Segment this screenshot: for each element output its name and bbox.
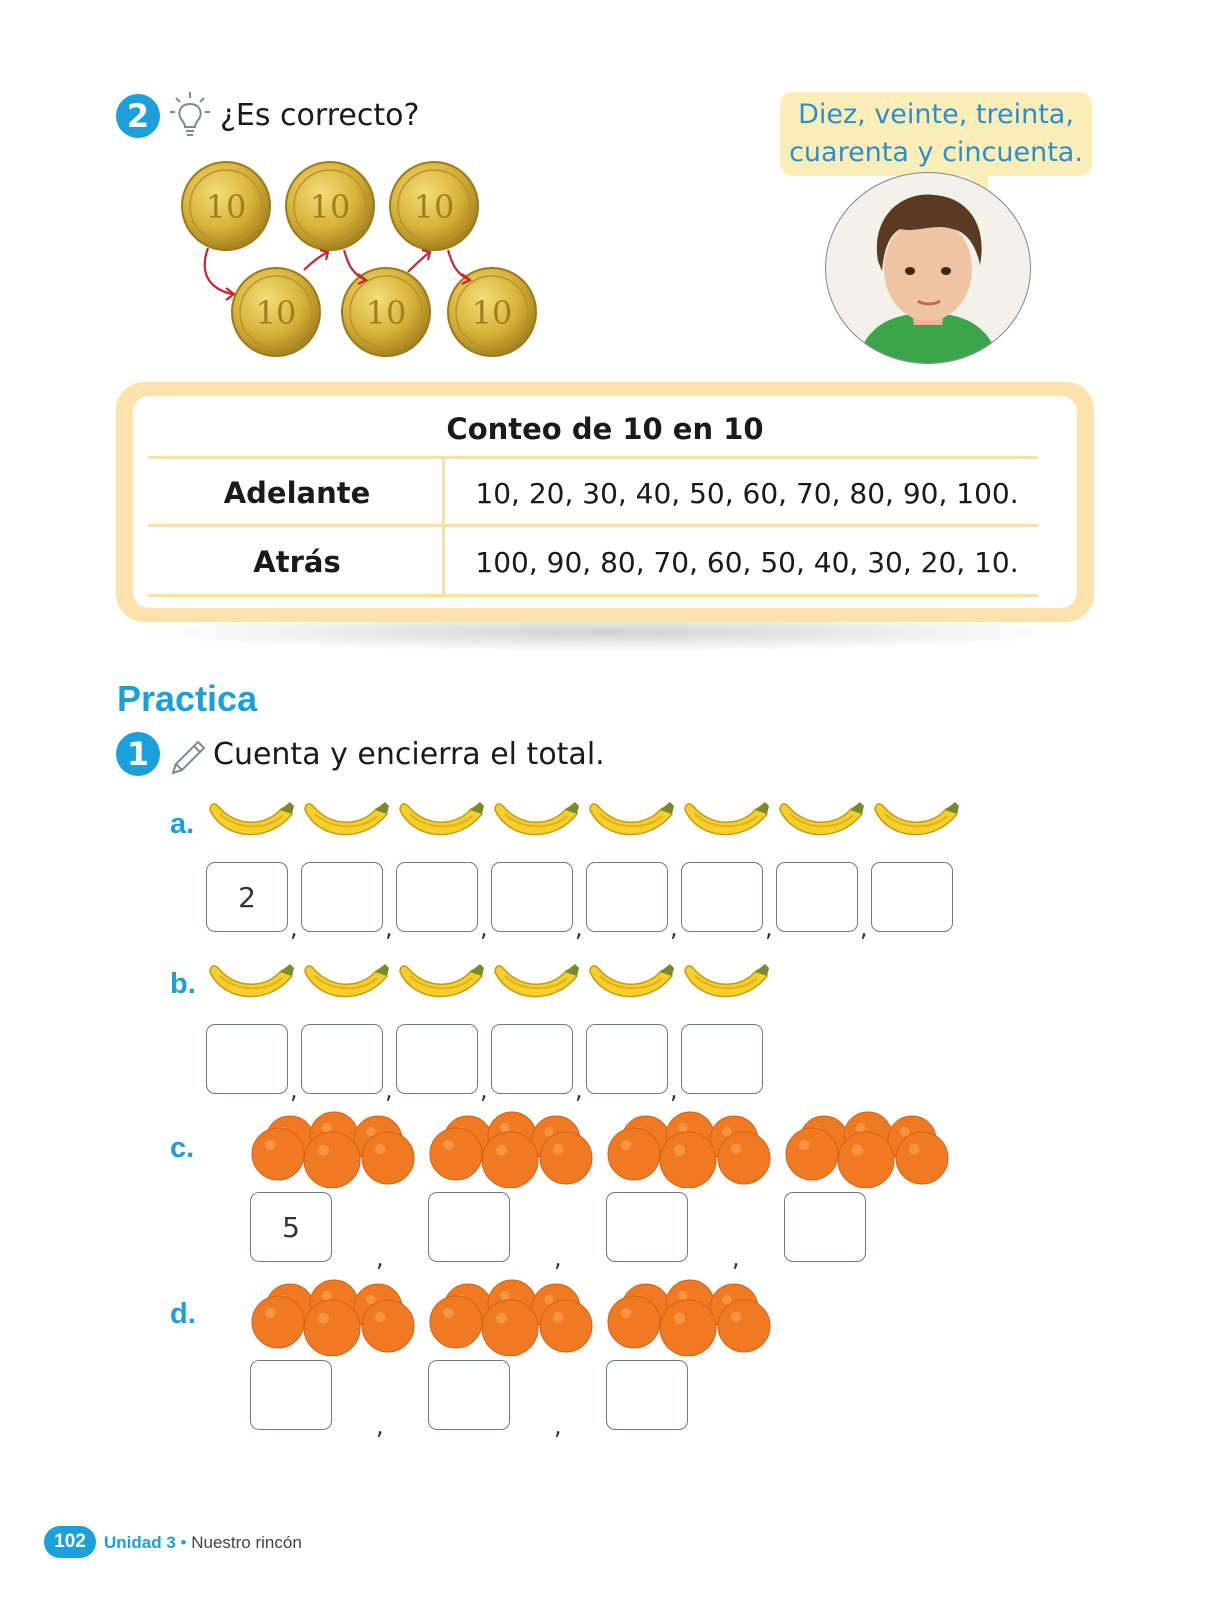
banana-icon <box>396 954 486 1017</box>
separator-comma: , <box>376 1244 384 1272</box>
coin <box>448 268 536 356</box>
answer-box[interactable] <box>606 1192 688 1262</box>
answer-box[interactable] <box>396 1024 478 1094</box>
svg-text:10: 10 <box>365 294 407 332</box>
item-letter-d: d. <box>170 1298 196 1330</box>
svg-text:10: 10 <box>413 188 455 226</box>
unit-label: Unidad 3 <box>104 1533 176 1552</box>
separator-comma: , <box>385 914 393 942</box>
separator-comma: , <box>385 1076 393 1104</box>
banana-icon <box>491 792 581 855</box>
separator-comma: , <box>554 1244 562 1272</box>
item-letter-b: b. <box>170 968 196 1000</box>
separator-comma: , <box>575 1076 583 1104</box>
separator-comma: , <box>732 1244 740 1272</box>
footer-unit <box>104 1533 302 1553</box>
answer-box[interactable]: 5 <box>250 1192 332 1262</box>
answer-box[interactable] <box>301 1024 383 1094</box>
separator-comma: , <box>860 914 868 942</box>
speech-line-1: Diez, veinte, treinta, <box>798 99 1074 130</box>
exercise-number: 1 <box>126 735 150 773</box>
instruction-text: Cuenta y encierra el total. <box>213 737 605 772</box>
answer-box[interactable] <box>871 862 953 932</box>
separator-comma: , <box>480 914 488 942</box>
separator-comma: , <box>290 1076 298 1104</box>
separator-comma: , <box>670 914 678 942</box>
oranges-icon <box>250 1278 418 1361</box>
answer-box[interactable] <box>491 862 573 932</box>
lightbulb-icon <box>168 90 212 140</box>
answer-box[interactable] <box>301 862 383 932</box>
row-value-atras: 100, 90, 80, 70, 60, 50, 40, 30, 20, 10. <box>475 546 1019 579</box>
banana-icon <box>396 792 486 855</box>
answer-box[interactable] <box>206 1024 288 1094</box>
table-divider <box>148 524 1038 527</box>
separator-comma: , <box>670 1076 678 1104</box>
coin <box>342 268 430 356</box>
item-letter-c: c. <box>170 1132 195 1164</box>
coin <box>182 162 270 250</box>
svg-text:10: 10 <box>255 294 297 332</box>
banana-icon <box>681 792 771 855</box>
separator-comma: , <box>290 914 298 942</box>
row-label-adelante: Adelante <box>223 476 371 510</box>
answer-box[interactable] <box>428 1360 510 1430</box>
answer-box[interactable] <box>776 862 858 932</box>
answer-box[interactable] <box>250 1360 332 1430</box>
banana-icon <box>586 954 676 1017</box>
answer-box[interactable] <box>586 1024 668 1094</box>
speech-line-2: cuarenta y cincuenta. <box>789 137 1083 168</box>
exercise-number: 2 <box>126 97 150 135</box>
banana-icon <box>871 792 961 855</box>
coin <box>232 268 320 356</box>
svg-text:10: 10 <box>309 188 351 226</box>
oranges-icon <box>784 1110 952 1193</box>
answer-box[interactable] <box>681 862 763 932</box>
banana-icon <box>206 954 296 1017</box>
separator-comma: , <box>554 1412 562 1440</box>
svg-text:10: 10 <box>471 294 513 332</box>
banana-icon <box>206 792 296 855</box>
exercise-number-badge <box>116 94 160 138</box>
separator-comma: , <box>480 1076 488 1104</box>
banana-icon <box>301 792 391 855</box>
speech-bubble <box>780 92 1092 176</box>
exercise-number-badge <box>116 732 160 776</box>
banana-icon <box>776 792 866 855</box>
banana-icon <box>491 954 581 1017</box>
answer-box[interactable] <box>586 862 668 932</box>
oranges-icon <box>606 1278 774 1361</box>
table-title: Conteo de 10 en 10 <box>446 412 764 446</box>
footer-bullet: • <box>180 1533 187 1552</box>
section-heading: Practica <box>117 678 258 719</box>
oranges-icon <box>428 1110 596 1193</box>
separator-comma: , <box>765 914 773 942</box>
banana-icon <box>681 954 771 1017</box>
answer-box[interactable] <box>784 1192 866 1262</box>
oranges-icon <box>606 1110 774 1193</box>
oranges-icon <box>428 1278 596 1361</box>
separator-comma: , <box>376 1412 384 1440</box>
answer-box[interactable]: 2 <box>206 862 288 932</box>
boy-avatar <box>825 172 1031 364</box>
page-number-badge <box>44 1526 96 1558</box>
answer-box[interactable] <box>491 1024 573 1094</box>
unit-subtitle: Nuestro rincón <box>191 1533 302 1552</box>
coin <box>390 162 478 250</box>
table-divider <box>148 456 1038 459</box>
pencil-icon <box>168 734 210 776</box>
coins-illustration <box>176 160 546 360</box>
answer-box[interactable] <box>606 1360 688 1430</box>
banana-icon <box>301 954 391 1017</box>
answer-box[interactable] <box>428 1192 510 1262</box>
table-divider <box>148 594 1038 597</box>
oranges-icon <box>250 1110 418 1193</box>
row-label-atras: Atrás <box>253 545 341 579</box>
answer-box[interactable] <box>396 862 478 932</box>
coin <box>286 162 374 250</box>
separator-comma: , <box>575 914 583 942</box>
svg-text:10: 10 <box>205 188 247 226</box>
page-number: 102 <box>54 1531 86 1552</box>
question-text: ¿Es correcto? <box>220 98 420 133</box>
row-value-adelante: 10, 20, 30, 40, 50, 60, 70, 80, 90, 100. <box>475 477 1019 510</box>
answer-box[interactable] <box>681 1024 763 1094</box>
banana-icon <box>586 792 676 855</box>
item-letter-a: a. <box>170 808 195 840</box>
